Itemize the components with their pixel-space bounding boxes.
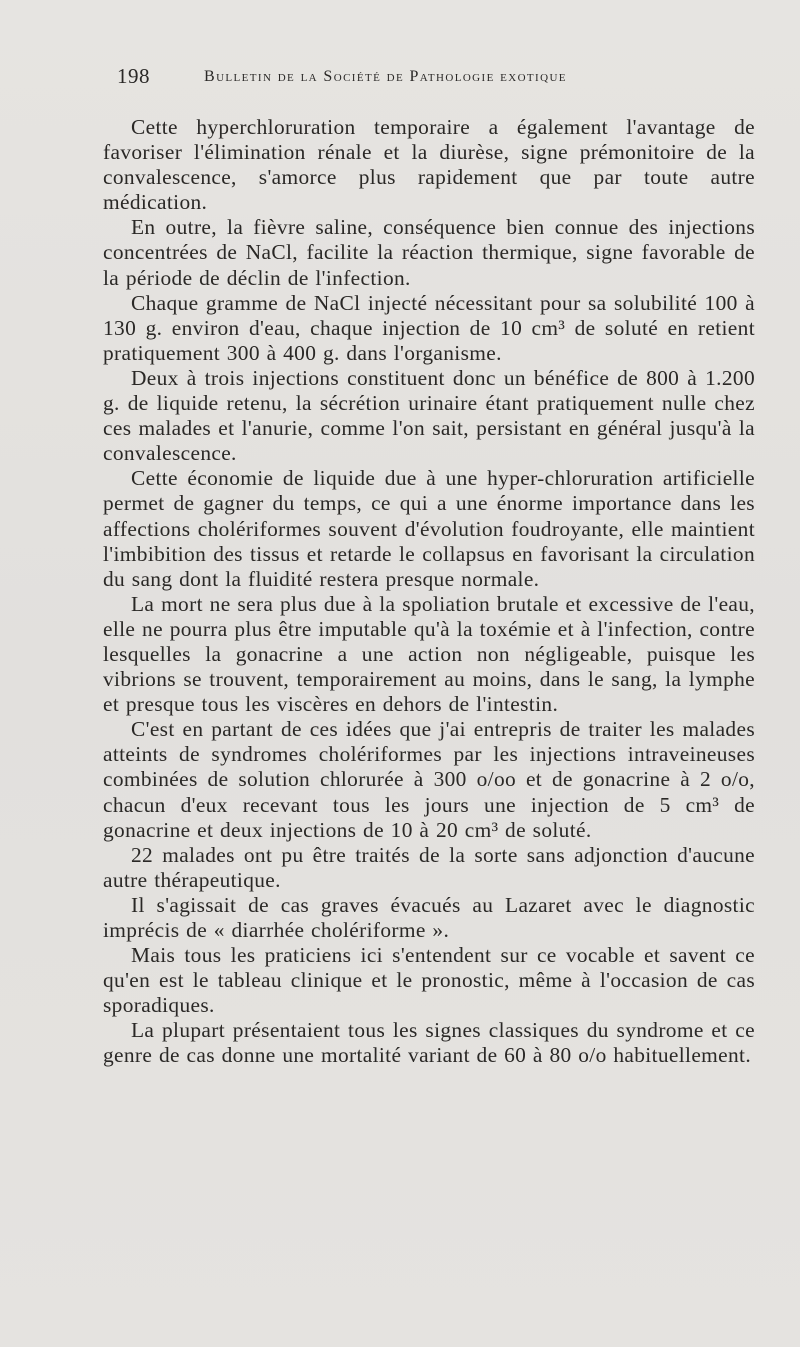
paragraph: Cette hyperchloruration temporaire a également l'avantage de favoriser l'élimination rénale et la diurèse, signe prémonitoire de la convalescence, s'amorce plus rapidement que par toute autre médication. <box>103 115 755 215</box>
paragraph: Deux à trois injections constituent donc un bénéfice de 800 à 1.200 g. de liquide retenu, la sécrétion urinaire étant pratiquement nulle chez ces malades et l'anurie, comme l'on sait, persistant en général jusqu'à la convalescence. <box>103 365 755 466</box>
paragraph: 22 malades ont pu être traités de la sorte sans adjonction d'aucune autre thérapeutique. <box>103 842 755 892</box>
paragraph: Mais tous les praticiens ici s'entendent sur ce vocable et savent ce qu'en est le tableau clinique et le pronostic, même à l'occasion de cas sporadiques. <box>103 943 755 1018</box>
paragraph: En outre, la fièvre saline, conséquence bien connue des injections concentrées de NaCl, facilite la réaction thermique, signe favorable de la période de déclin de l'infection. <box>103 215 755 290</box>
paragraph: La plupart présentaient tous les signes classiques du syndrome et ce genre de cas donne une mortalité variant de 60 à 80 o/o habituellement. <box>103 1018 755 1068</box>
paragraph: Cette économie de liquide due à une hyper-chloruration artificielle permet de gagner du temps, ce qui a une énorme importance dans les affections cholériformes souvent d'évolution foudroyante, elle maintient l'imbibition des tissus et retarde le collapsus en favorisant la circulation du sang dont la fluidité restera presque normale. <box>103 466 755 591</box>
page-number: 198 <box>117 64 150 88</box>
journal-title: Bulletin de la Société de Pathologie exotique <box>204 68 567 85</box>
running-header <box>112 64 672 94</box>
body-text <box>103 115 755 1069</box>
paragraph: Chaque gramme de NaCl injecté nécessitant pour sa solubilité 100 à 130 g. environ d'eau, chaque injection de 10 cm³ de soluté en retient pratiquement 300 à 400 g. dans l'organisme. <box>103 290 755 365</box>
paragraph: C'est en partant de ces idées que j'ai entrepris de traiter les malades atteints de syndromes cholériformes par les injections intraveineuses combinées de solution chlorurée à 300 o/oo et de gonacrine à 2 o/o, chacun d'eux recevant tous les jours une injection de 5 cm³ de gonacrine et deux injections de 10 à 20 cm³ de soluté. <box>103 717 755 842</box>
paragraph: La mort ne sera plus due à la spoliation brutale et excessive de l'eau, elle ne pourra plus être imputable qu'à la toxémie et à l'infection, contre lesquelles la gonacrine a une action non négligeable, puisque les vibrions se trouvent, temporairement au moins, dans le sang, la lymphe et presque tous les viscères en dehors de l'intestin. <box>103 591 755 717</box>
paragraph: Il s'agissait de cas graves évacués au Lazaret avec le diagnostic imprécis de « diarrhée cholériforme ». <box>103 892 755 942</box>
